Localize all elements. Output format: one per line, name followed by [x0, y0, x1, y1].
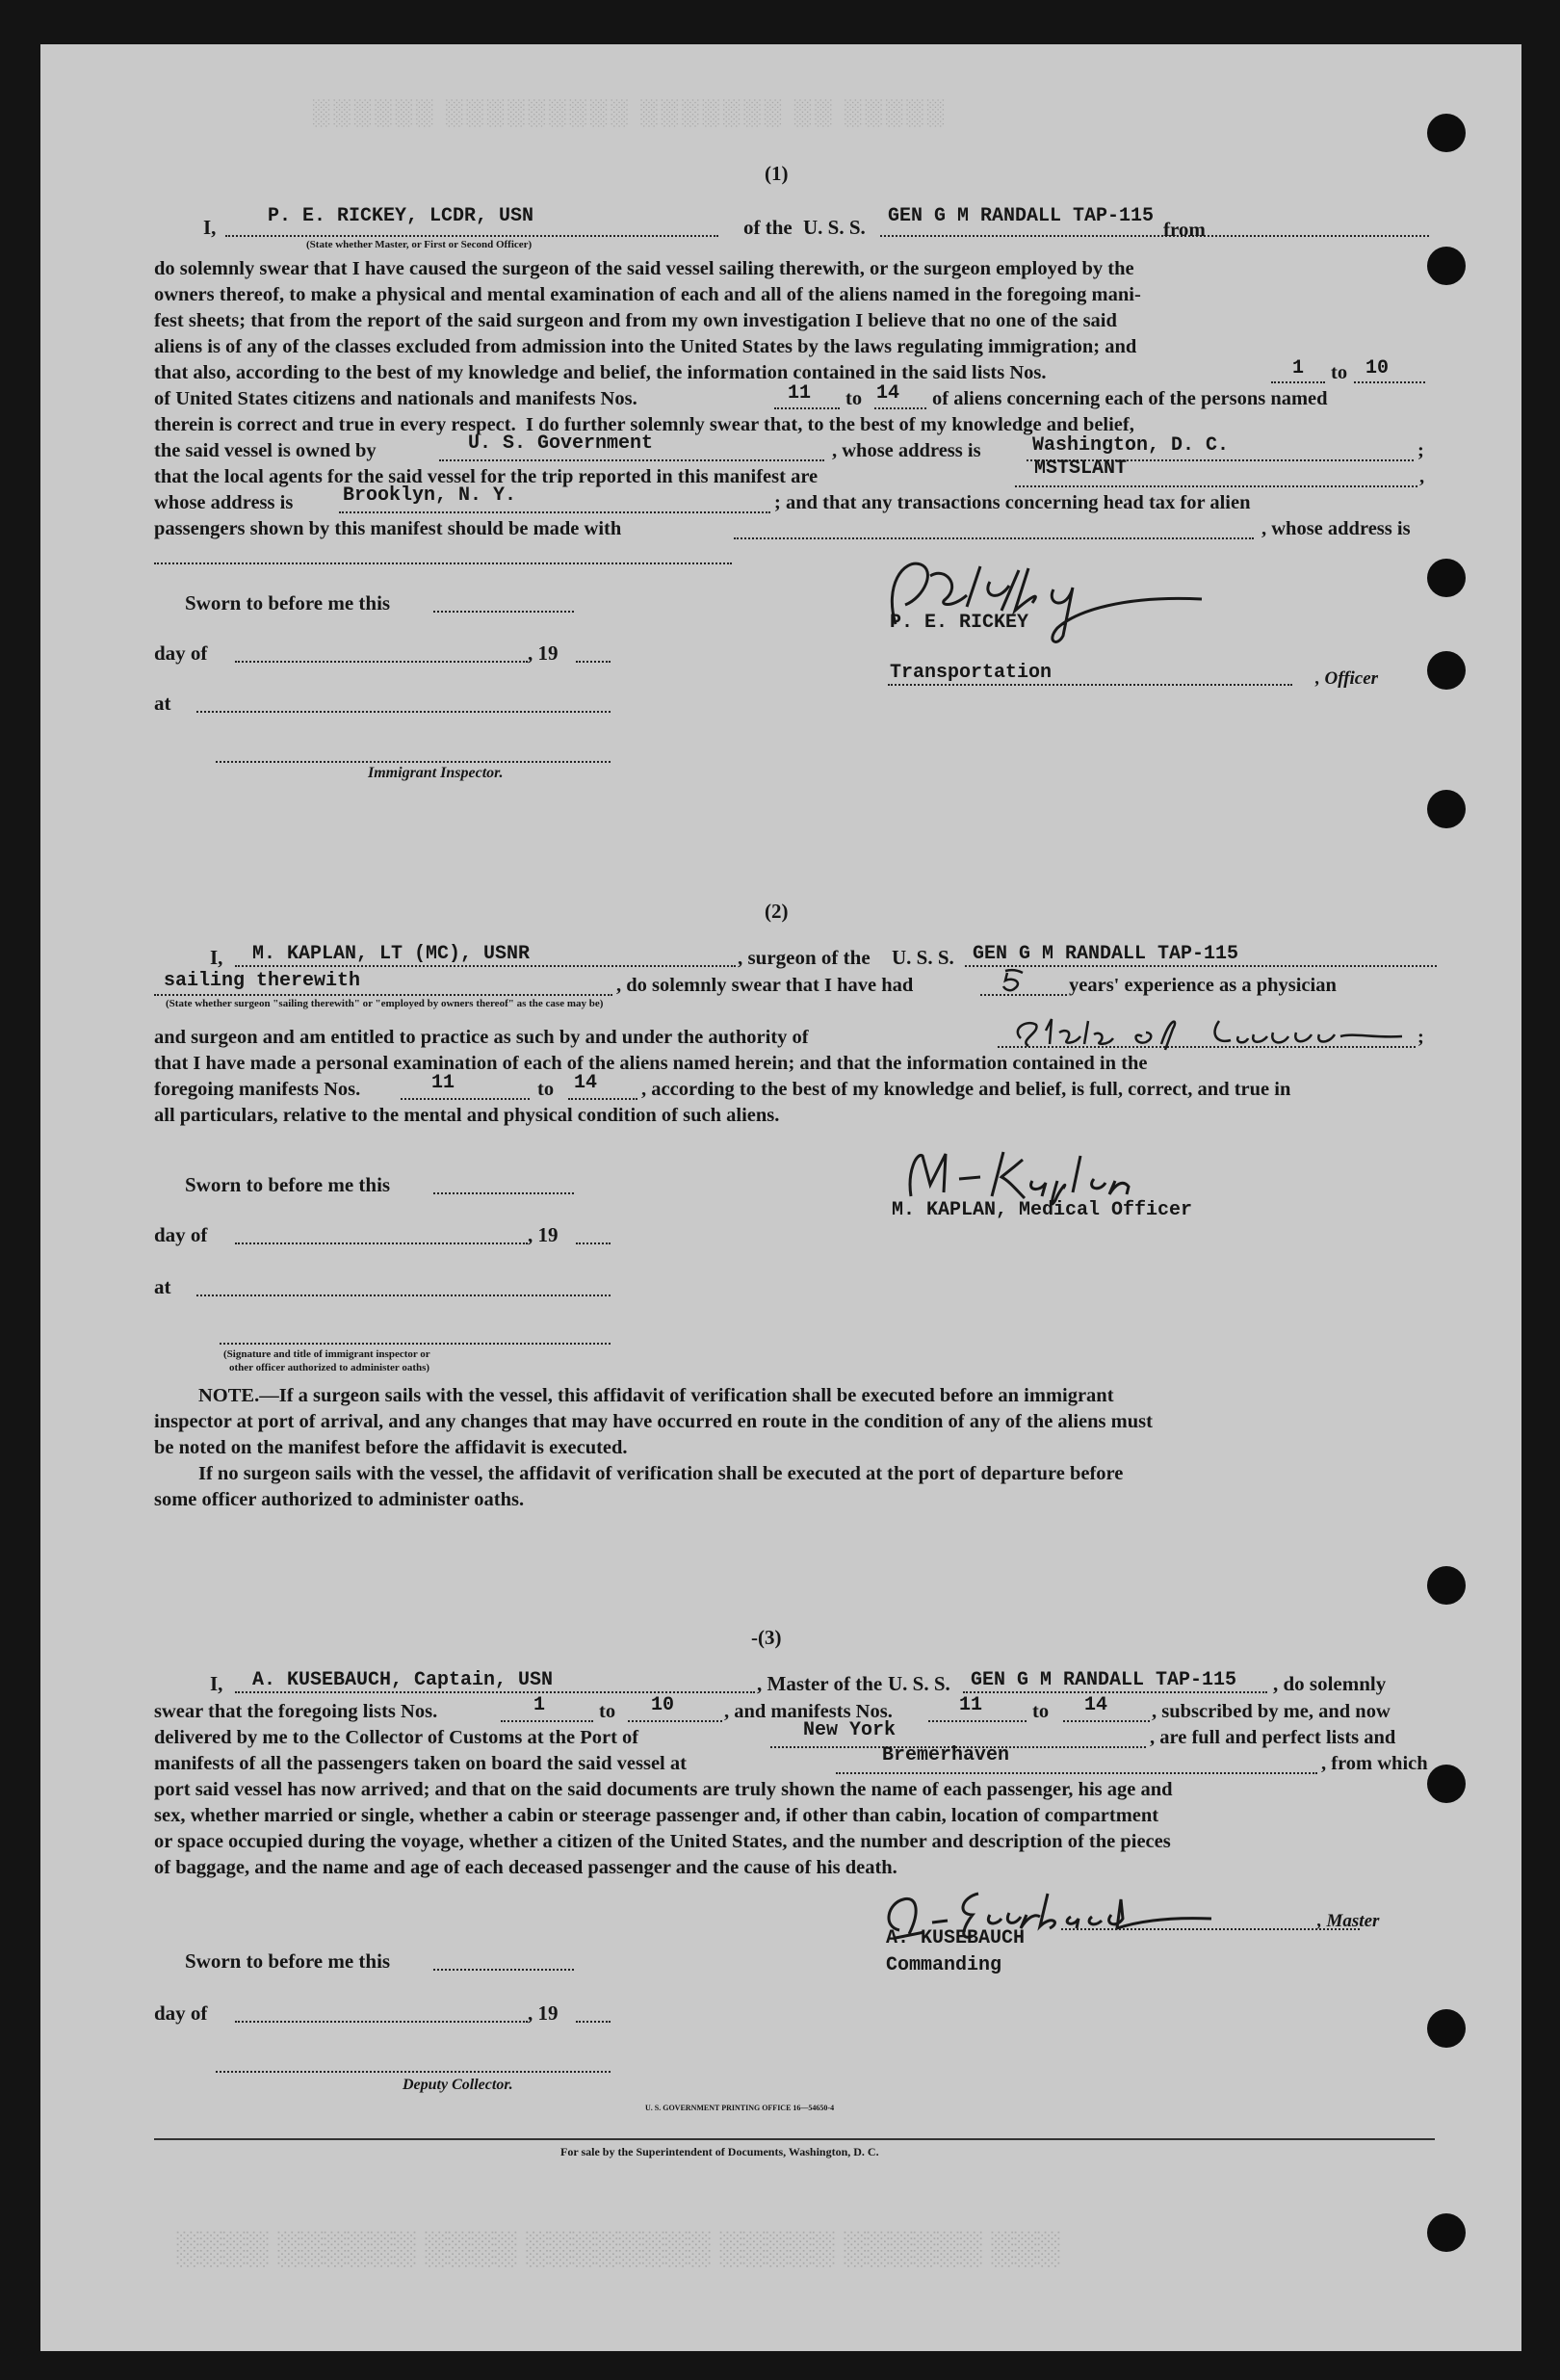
us-label: U. S. S.: [888, 1672, 950, 1695]
manifests-to: 14: [876, 382, 900, 405]
sworn-line: [433, 611, 574, 613]
gpo-imprint: U. S. GOVERNMENT PRINTING OFFICE 16—54650-4: [645, 2104, 835, 2112]
vessel-name: GEN G M RANDALL TAP-115: [888, 205, 1155, 227]
note-line: If no surgeon sails with the vessel, the affidavit of verification shall be executed at the port of departure before: [198, 1463, 1124, 1484]
to-label: to: [537, 1079, 555, 1100]
text-line: , from which: [1321, 1753, 1428, 1774]
note-line: be noted on the manifest before the affidavit is executed.: [154, 1437, 628, 1458]
text-line: sex, whether married or single, whether a cabin or steerage passenger and, if other than cabin, location of compartment: [154, 1805, 1159, 1826]
local-agents: MSTSLANT: [1034, 458, 1128, 480]
text-line: swear that the foregoing lists Nos.: [154, 1701, 438, 1722]
text-line: , according to the best of my knowledge and belief, is full, correct, and true in: [641, 1079, 1291, 1100]
day-of-line: [235, 1242, 528, 1244]
text-line: whose address is: [154, 492, 294, 513]
binder-hole: [1427, 2009, 1466, 2048]
sworn-label: Sworn to before me this: [185, 591, 391, 615]
master-name: A. KUSEBAUCH, Captain, USN: [252, 1669, 554, 1691]
port-of-arrival: New York: [803, 1719, 897, 1741]
master-name-line: [235, 1691, 755, 1693]
owner-line: [439, 459, 824, 461]
year-label: , 19: [528, 2001, 559, 2025]
commanding-title: Commanding: [886, 1954, 1002, 1976]
section-number: (2): [765, 900, 789, 923]
us-label: U. S. S.: [803, 216, 866, 239]
text-line: fest sheets; that from the report of the said surgeon and from my own investigation I believe that no one of the said: [154, 310, 1117, 331]
affidavit-intro: I,: [210, 1672, 223, 1695]
lists-to-line: [1354, 381, 1425, 383]
of-the: of the: [743, 216, 793, 239]
semicolon: ;: [1417, 440, 1424, 461]
text-line: that also, according to the best of my knowledge and belief, the information contained in the said lists Nos.: [154, 362, 1047, 383]
note-line: NOTE.—If a surgeon sails with the vessel, this affidavit of verification shall be executed before an immigrant: [198, 1385, 1114, 1406]
agents-address-line: [339, 511, 770, 513]
manifests-to-line: [874, 407, 926, 409]
manifests-from: 11: [788, 382, 812, 405]
years-value-handwritten: [1000, 967, 1028, 994]
lists-to: 10: [651, 1694, 675, 1716]
note-line: inspector at port of arrival, and any changes that may have occurred en route in the condition of any of the aliens must: [154, 1411, 1153, 1432]
sailing-line: [154, 994, 612, 996]
collector-caption: Deputy Collector.: [403, 2077, 513, 2093]
text-line: therein is correct and true in every respect. I do further solemnly swear that, to the best of my knowledge and belief,: [154, 414, 1134, 435]
sailing-status: sailing therewith: [164, 970, 361, 992]
port-of-departure: Bremerhaven: [882, 1744, 1010, 1766]
kaplan-typed-title: M. KAPLAN, Medical Officer: [892, 1199, 1193, 1221]
text-line: manifests of all the passengers taken on board the said vessel at: [154, 1753, 687, 1774]
departure-line: [836, 1772, 1317, 1774]
to-label: to: [1032, 1701, 1050, 1722]
lists-to: 10: [1365, 357, 1390, 379]
year-line: [576, 661, 611, 663]
binder-hole: [1427, 651, 1466, 690]
text-line: , and manifests Nos.: [724, 1701, 893, 1722]
day-of-line: [235, 2021, 528, 2023]
affidavit-intro: I,: [210, 946, 223, 969]
day-of-label: day of: [154, 2001, 208, 2025]
vessel-owner: U. S. Government: [468, 432, 654, 455]
manifests-to: 14: [574, 1072, 598, 1094]
master-sign-line: [1061, 1928, 1360, 1930]
text-line: of baggage, and the name and age of each deceased passenger and the cause of his death.: [154, 1857, 897, 1878]
affidavit-intro: I,: [203, 216, 217, 239]
state-of-louisiana-handwritten: [1007, 1011, 1412, 1054]
rickey-typed-name: P. E. RICKEY: [890, 612, 1029, 634]
vessel-name: GEN G M RANDALL TAP-115: [971, 1669, 1237, 1691]
lists-from-line: [1271, 381, 1325, 383]
sworn-line: [433, 1192, 574, 1194]
at-label: at: [154, 692, 171, 715]
manifests-to-line: [568, 1098, 637, 1100]
us-label: U. S. S.: [892, 946, 954, 969]
officer-name-line: [225, 235, 718, 237]
vessel-line: [963, 1691, 1267, 1693]
manifests-from-line: [401, 1098, 530, 1100]
lists-from-line: [501, 1720, 593, 1722]
text-line: port said vessel has now arrived; and that on the said documents are truly shown the name of each passenger, his age and: [154, 1779, 1173, 1800]
manifests-to: 14: [1084, 1694, 1108, 1716]
text-line: foregoing manifests Nos.: [154, 1079, 361, 1100]
sworn-label: Sworn to before me this: [185, 1949, 391, 1973]
text-line: delivered by me to the Collector of Customs at the Port of: [154, 1727, 639, 1748]
text-line: , are full and perfect lists and: [1150, 1727, 1396, 1748]
signature-note: other officer authorized to administer oaths): [229, 1362, 430, 1373]
footer-rule: [154, 2138, 1435, 2140]
officer-title: Transportation: [890, 662, 1053, 684]
text-line: do solemnly swear that I have caused the surgeon of the said vessel sailing therewith, or the surgeon employed by the: [154, 258, 1134, 279]
vessel-name: GEN G M RANDALL TAP-115: [973, 943, 1239, 965]
text-line: , whose address is: [1261, 518, 1411, 539]
from-label: from: [1163, 218, 1206, 241]
text-line: , do solemnly swear that I have had: [616, 975, 914, 996]
owner-address: Washington, D. C.: [1032, 434, 1230, 457]
day-of-line: [235, 661, 528, 663]
year-line: [576, 2021, 611, 2023]
state-note: (State whether Master, or First or Second Officer): [306, 239, 533, 250]
manifests-from-line: [774, 407, 840, 409]
year-label: , 19: [528, 641, 559, 665]
lists-to-line: [628, 1720, 722, 1722]
text-line: and surgeon and am entitled to practice as such by and under the authority of: [154, 1027, 809, 1048]
sworn-line: [433, 1969, 574, 1971]
master-of-label: , Master of the: [757, 1672, 883, 1695]
vessel-line: [965, 965, 1437, 967]
text-line: ; and that any transactions concerning head tax for alien: [774, 492, 1251, 513]
to-label: to: [599, 1701, 616, 1722]
binder-hole: [1427, 1566, 1466, 1605]
text-line: , do solemnly: [1273, 1672, 1387, 1695]
text-line: or space occupied during the voyage, whether a citizen of the United States, and the number and description of the pieces: [154, 1831, 1171, 1852]
year-label: , 19: [528, 1223, 559, 1246]
manifests-from-line: [928, 1720, 1027, 1722]
officer-suffix: , Officer: [1315, 668, 1379, 689]
at-line: [196, 711, 611, 713]
inspector-sign-line: [216, 761, 611, 763]
text-line: the said vessel is owned by: [154, 440, 377, 461]
agents-address: Brooklyn, N. Y.: [343, 484, 517, 507]
manifests-from: 11: [959, 1694, 983, 1716]
state-note: (State whether surgeon "sailing therewith" or "employed by owners thereof" as the case may be): [166, 998, 604, 1009]
comma: ,: [1419, 466, 1425, 487]
years-line: [980, 994, 1067, 996]
signature-note: (Signature and title of immigrant inspector or: [223, 1348, 430, 1360]
officer-title-line: [888, 684, 1292, 686]
lists-from: 1: [533, 1694, 546, 1716]
agents-line: [1015, 485, 1417, 487]
surgeon-name-line: [235, 965, 736, 967]
manifests-to-line: [1063, 1720, 1150, 1722]
inspector-caption: Immigrant Inspector.: [368, 765, 504, 781]
text-line: , subscribed by me, and now: [1152, 1701, 1391, 1722]
footer-text: For sale by the Superintendent of Documents, Washington, D. C.: [560, 2145, 879, 2158]
inspector-sign-line: [220, 1343, 611, 1345]
rickey-signature: [874, 547, 1211, 653]
year-line: [576, 1242, 611, 1244]
binder-hole: [1427, 2213, 1466, 2252]
at-label: at: [154, 1275, 171, 1298]
to-label: to: [845, 388, 863, 409]
text-line: of aliens concerning each of the persons named: [932, 388, 1328, 409]
text-line: aliens is of any of the classes excluded from admission into the United States by the laws regulating immigration; and: [154, 336, 1137, 357]
semicolon: ;: [1417, 1027, 1424, 1048]
officer-name: P. E. RICKEY, LCDR, USN: [268, 205, 534, 227]
surgeon-of-label: , surgeon of the: [738, 946, 871, 969]
section-number: -(3): [751, 1626, 782, 1649]
bleed-through-text: ░░░░ ░░░░░░ ░░░░ ░░░░░░░░ ░░░░░ ░░░░░░ ░░░: [175, 2231, 1060, 2266]
text-line: years' experience as a physician: [1069, 975, 1337, 996]
binder-hole: [1427, 1765, 1466, 1803]
text-line: owners thereof, to make a physical and mental examination of each and all of the aliens named in the foregoing mani-: [154, 284, 1141, 305]
section-number: (1): [765, 162, 789, 185]
head-tax-address-line: [154, 562, 732, 564]
collector-sign-line: [216, 2071, 611, 2073]
kusebauch-typed-name: A. KUSEBAUCH: [886, 1927, 1026, 1949]
binder-hole: [1427, 790, 1466, 828]
manifest-page: [40, 44, 1521, 2351]
text-line: , whose address is: [832, 440, 981, 461]
binder-hole: [1427, 559, 1466, 597]
text-line: passengers shown by this manifest should be made with: [154, 518, 622, 539]
note-line: some officer authorized to administer oaths.: [154, 1489, 525, 1510]
binder-hole: [1427, 247, 1466, 285]
text-line: all particulars, relative to the mental and physical condition of such aliens.: [154, 1105, 780, 1126]
day-of-label: day of: [154, 641, 208, 665]
head-tax-line: [734, 537, 1254, 539]
sworn-label: Sworn to before me this: [185, 1173, 391, 1196]
text-line: of United States citizens and nationals and manifests Nos.: [154, 388, 637, 409]
text-line: that I have made a personal examination of each of the aliens named herein; and that the information contained in the: [154, 1053, 1148, 1074]
at-line: [196, 1295, 611, 1296]
lists-from: 1: [1292, 357, 1305, 379]
day-of-label: day of: [154, 1223, 208, 1246]
vessel-line: [880, 235, 1429, 237]
manifests-from: 11: [431, 1072, 455, 1094]
text-line: that the local agents for the said vessel for the trip reported in this manifest are: [154, 466, 819, 487]
bleed-through-text: ░░░░░ ░░ ░░░░░░░ ░░░░░░░░░ ░░░░░░: [310, 98, 946, 126]
to-label: to: [1331, 362, 1348, 383]
master-suffix: , Master: [1317, 1911, 1380, 1931]
surgeon-name: M. KAPLAN, LT (MC), USNR: [252, 943, 531, 965]
binder-hole: [1427, 114, 1466, 152]
